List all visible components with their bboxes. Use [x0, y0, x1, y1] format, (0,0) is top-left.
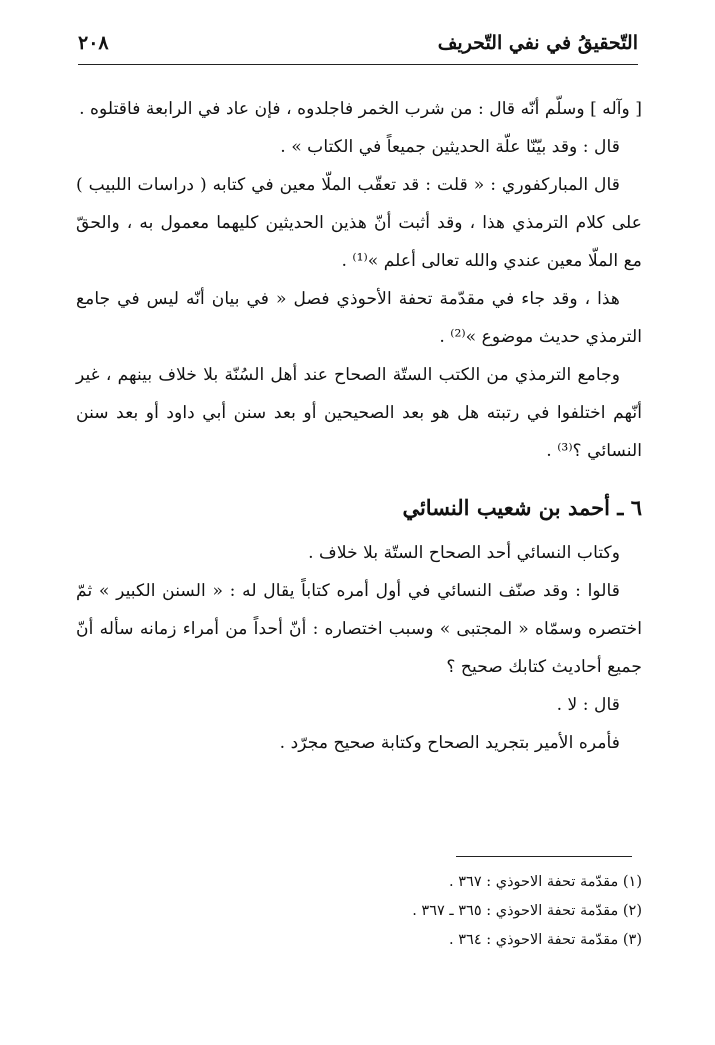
paragraph: وجامع الترمذي من الكتب الستّة الصحاح عند أهل السُنّة بلا خلاف بينهم ، غير أنّهم اختلفوا في رتبته هل هو بعد الصحيحين أو بعد سنن أبي داود أو بعد سنن النسائي ؟⁽³⁾ .: [76, 365, 642, 461]
footnote-divider: [456, 856, 632, 857]
footnote: (١) مقدّمة تحفة الاحوذي : ٣٦٧ .: [449, 874, 642, 890]
paragraph: وكتاب النسائي أحد الصحاح الستّة بلا خلاف .: [308, 543, 620, 563]
page-number: ٢٠٨: [78, 32, 109, 54]
footnotes: [76, 868, 642, 955]
footnote: (٢) مقدّمة تحفة الاحوذي : ٣٦٥ ـ ٣٦٧ .: [412, 903, 642, 919]
paragraph: قال المباركفوري : « قلت : قد تعقّب الملّا معين في كتابه ( دراسات اللبيب ) على كلام الترمذي هذا ، وقد أثبت أنّ هذين الحديثين كليهما معمول به ، والحقّ مع الملّا معين عندي والله تعالى أعلم »⁽¹⁾ .: [76, 175, 642, 271]
paragraph: قال : لا .: [556, 695, 620, 715]
main-text: [76, 90, 642, 762]
page-header: [78, 30, 638, 65]
paragraph: هذا ، وقد جاء في مقدّمة تحفة الأحوذي فصل « في بيان أنّه ليس في جامع الترمذي حديث موضوع »⁽²⁾ .: [76, 289, 642, 347]
paragraph: فأمره الأمير بتجريد الصحاح وكتابة صحيح مجرّد .: [279, 733, 620, 753]
paragraph: [ وآله ] وسلّم أنّه قال : من شرب الخمر فاجلدوه ، فإن عاد في الرابعة فاقتلوه .: [79, 99, 642, 119]
paragraph: قالوا : وقد صنّف النسائي في أول أمره كتاباً يقال له : « السنن الكبير » ثمّ اختصره وسمّاه « المجتبى » وسبب اختصاره : أنّ أحداً من أمراء زمانه سأله أنّ جميع أحاديث كتابك صحيح ؟: [76, 581, 642, 677]
section-heading: ٦ ـ أحمد بن شعيب النسائي: [402, 495, 642, 520]
running-title: التّحقيقُ في نفي التّحريف: [437, 32, 638, 54]
footnote: (٣) مقدّمة تحفة الاحوذي : ٣٦٤ .: [449, 932, 642, 948]
paragraph: قال : وقد بيّنّا علّة الحديثين جميعاً في الكتاب » .: [280, 137, 620, 157]
